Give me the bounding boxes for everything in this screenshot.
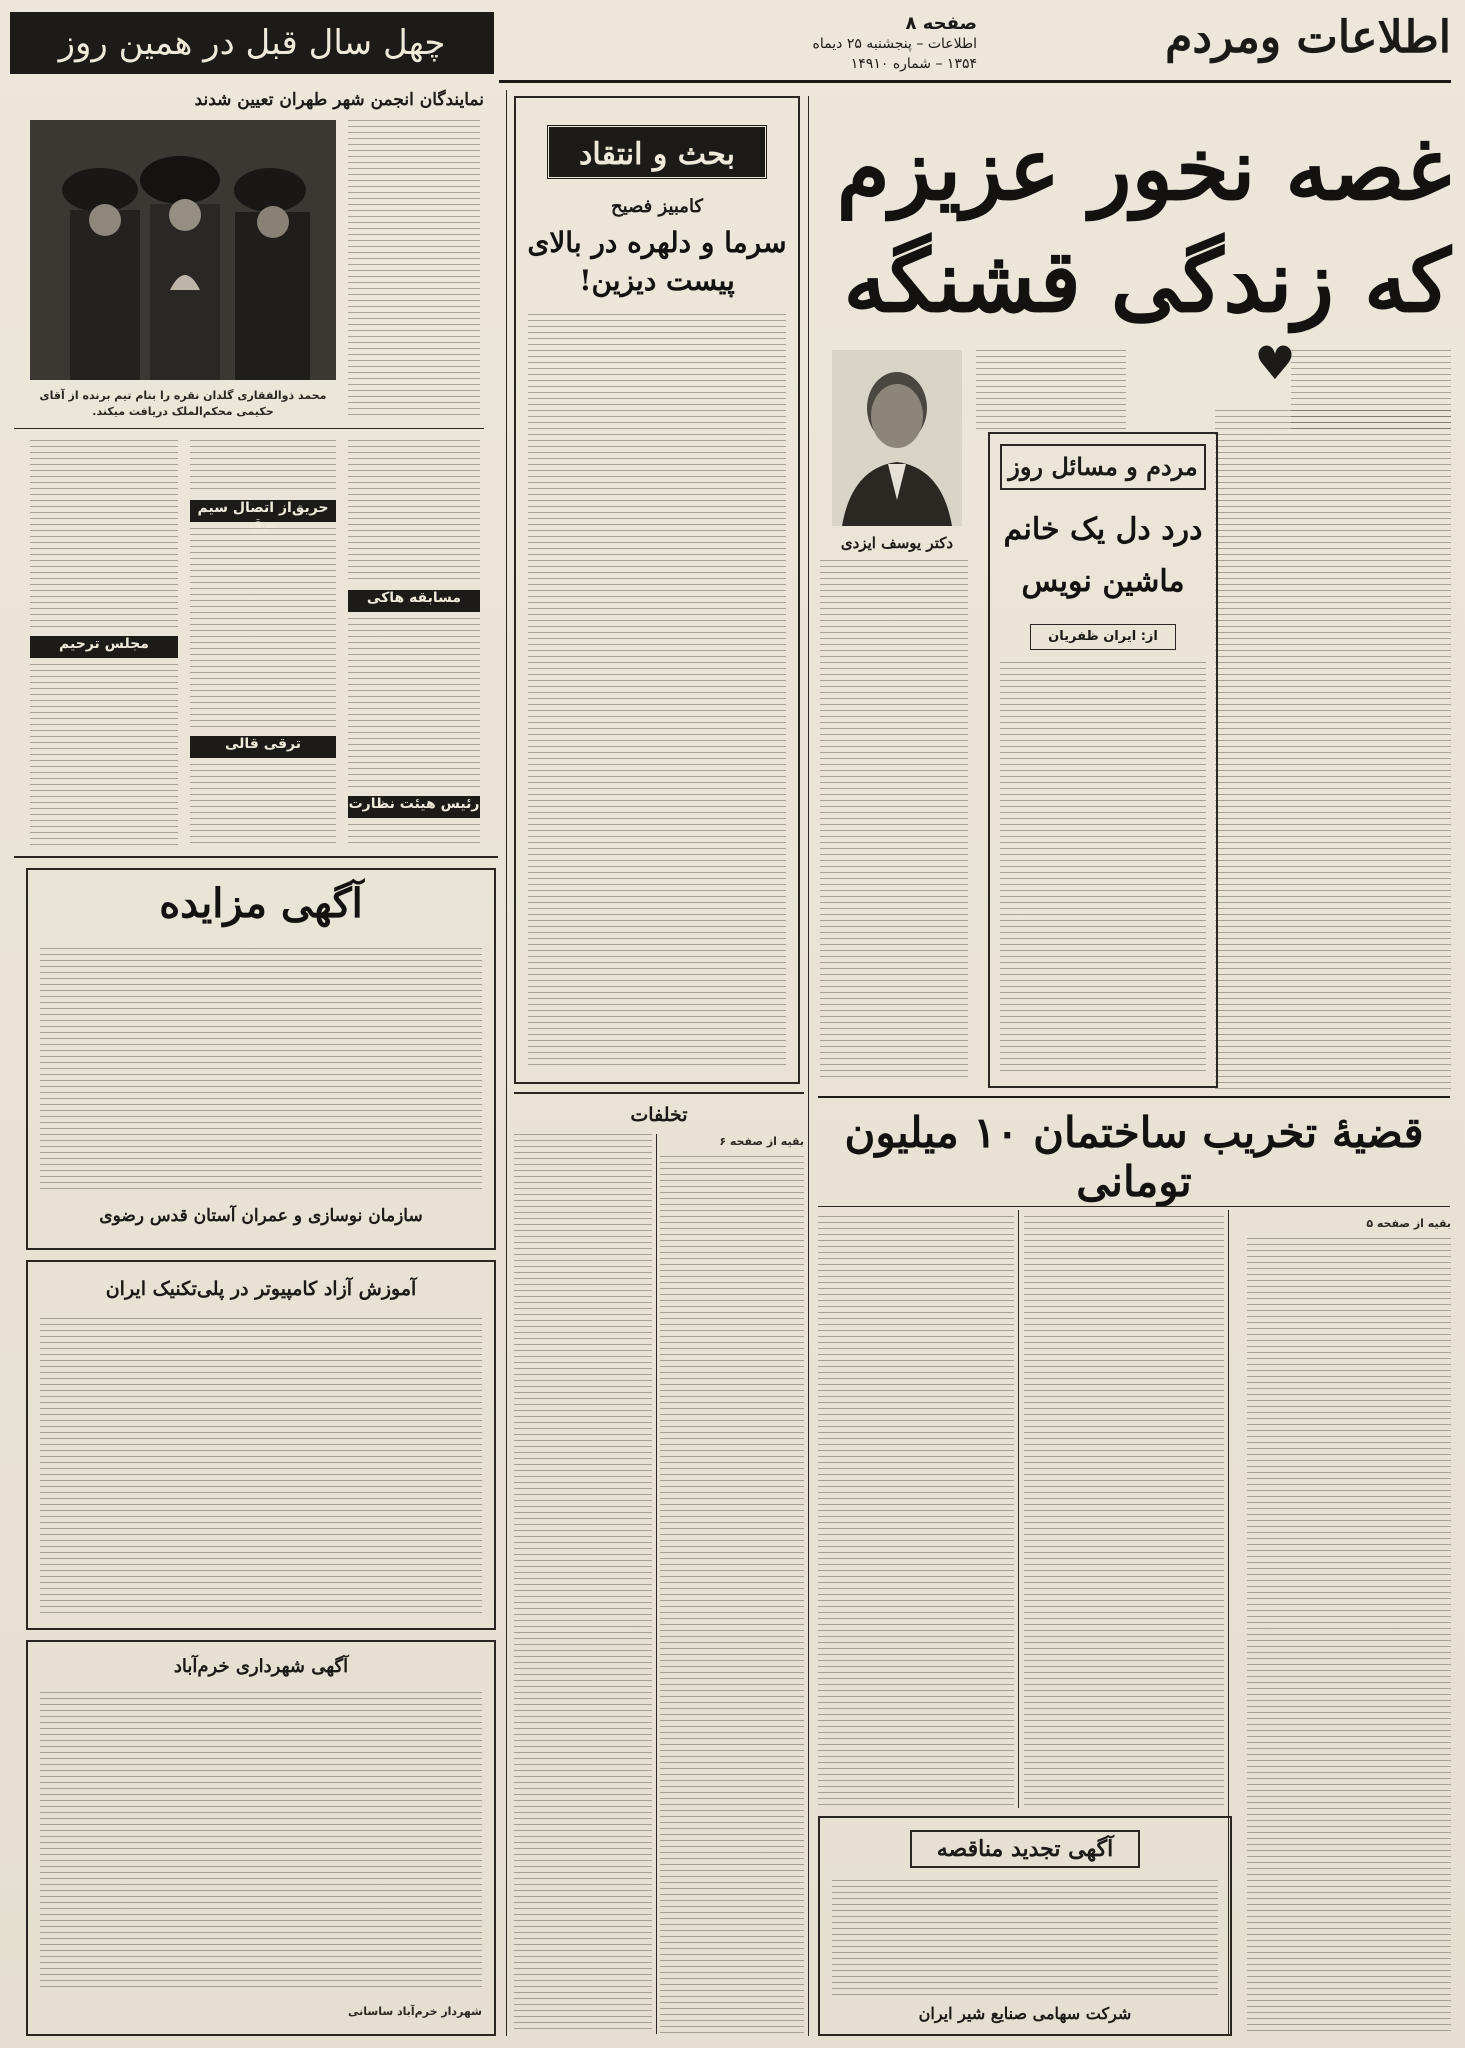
tender-ad-sponsor: شرکت سهامی صنایع شیر ایران [918,2004,1132,2023]
violations-rule [514,1092,804,1094]
daily-issues-byline: از: ایران ظفریان [1030,624,1176,650]
tender-ad-title: آگهی تجدید مناقصه [910,1830,1140,1868]
demolition-rule [818,1096,1450,1098]
issue-line: ۱۳۵۴ – شماره ۱۴۹۱۰ [850,56,977,72]
lead-text-col-mid [976,350,1126,432]
auction-ad-sponsor: سازمان نوسازی و عمران آستان قدس رضوی [99,1206,423,1226]
tender-ad [818,1816,1232,2036]
column-separator [506,90,507,2036]
lead-text-col-left [820,560,968,1080]
auction-ad-title: آگهی مزایده [159,880,363,927]
portrait-caption: دکتر یوسف ایزدی [840,534,954,552]
masthead-info [747,14,977,74]
section-tag-memorial: مجلس ترحیم [30,636,178,658]
auction-ad-body [40,948,482,1194]
page-number: صفحه ۸ [905,13,977,34]
municipality-ad-body [40,1692,482,1992]
archive-photo [30,120,336,380]
forty-years-text-col9 [30,664,178,846]
lead-headline-line1: غصه نخور عزیزم [836,119,1451,220]
forty-years-headline: نمایندگان انجمن شهر طهران تعیین شدند [194,90,484,110]
computer-course-ad [26,1260,496,1630]
masthead-title: اطلاعات ومردم [1165,12,1451,63]
forty-years-text-col7 [190,764,336,846]
violations-col1 [660,1156,804,2034]
column-separator [1018,1210,1019,1808]
violations-col2 [514,1134,652,2034]
lead-text-col-right [1215,410,1451,1090]
violations-title: تخلفات [630,1104,688,1126]
archive-photo-image [30,120,336,380]
column-separator [1228,1210,1229,2036]
column-separator [656,1134,657,2034]
demolition-col1 [1247,1238,1451,2034]
masthead-rule [499,80,1451,83]
critique-body [528,314,786,1066]
critique-headline-line2: پیست دیزین! [579,264,735,297]
critique-headline-line1: سرما و دلهره در بالای [527,226,787,259]
demolition-headline: قضیهٔ تخریب ساختمان ۱۰ میلیون تومانی [844,1108,1424,1206]
forty-years-text-col2 [348,440,480,582]
daily-issues-headline-line2: ماشین نویس [1021,564,1185,599]
section-tag-fire: حریق‌از اتصال سیم برق [190,500,336,522]
lead-headline-line2: که زندگی قشنگه [843,231,1451,332]
forty-years-bottom-rule [14,856,498,858]
critique-box [514,96,800,1084]
forty-years-text-col8 [30,440,178,628]
computer-ad-body [40,1318,482,1614]
municipality-ad-signature: شهردار خرم‌آباد ساسانی [348,2005,482,2018]
critique-author: کامبیز فصیح [610,196,704,217]
section-tag-inspector: رئیس هیئت نظارت [348,796,480,818]
section-tag-carpet: ترقی قالی [190,736,336,758]
daily-issues-body [1000,662,1206,1074]
municipality-ad-title: آگهی شهرداری خرم‌آباد [173,1656,349,1677]
forty-years-banner: چهل سال قبل در همین روز [10,12,494,74]
forty-years-divider [14,428,484,429]
daily-issues-headline-line1: درد دل یک خانم [1003,512,1203,547]
demolition-col2 [1024,1216,1224,1806]
daily-issues-headline [990,504,1216,608]
heart-icon: ♥ [1254,336,1296,390]
forty-years-text-col3 [348,618,480,788]
forty-years-text-col1 [348,120,480,420]
computer-ad-title: آموزش آزاد کامپیوتر در پلی‌تکنیک ایران [105,1278,417,1300]
archive-photo-caption: محمد ذوالفقاری گلدان نقره را بنام تیم برنده از آقای حکیمی محکم‌الملک دریافت میکند. [39,389,327,418]
municipality-ad [26,1640,496,2036]
demolition-divider [818,1206,1450,1207]
critique-headline [516,224,798,300]
section-tag-hockey: مسابقه هاکی [348,590,480,612]
forty-years-text-col4 [348,824,480,846]
lead-headline [831,114,1451,338]
daily-issues-box [988,432,1218,1088]
portrait-photo [832,350,962,526]
demolition-continued: بقیه از صفحه ۵ [1366,1217,1451,1230]
auction-ad [26,868,496,1250]
portrait-image [832,350,962,526]
forty-years-text-col5 [190,440,336,494]
violations-continued: بقیه از صفحه ۶ [719,1135,804,1148]
date-line: اطلاعات – پنجشنبه ۲۵ دیماه [812,36,977,52]
critique-banner: بحث و انتقاد [546,124,768,180]
column-separator [808,96,809,2036]
demolition-col3 [818,1216,1014,1806]
daily-issues-title: مردم و مسائل روز [1000,444,1206,490]
forty-years-text-col6 [190,528,336,728]
tender-ad-body [832,1880,1218,1996]
